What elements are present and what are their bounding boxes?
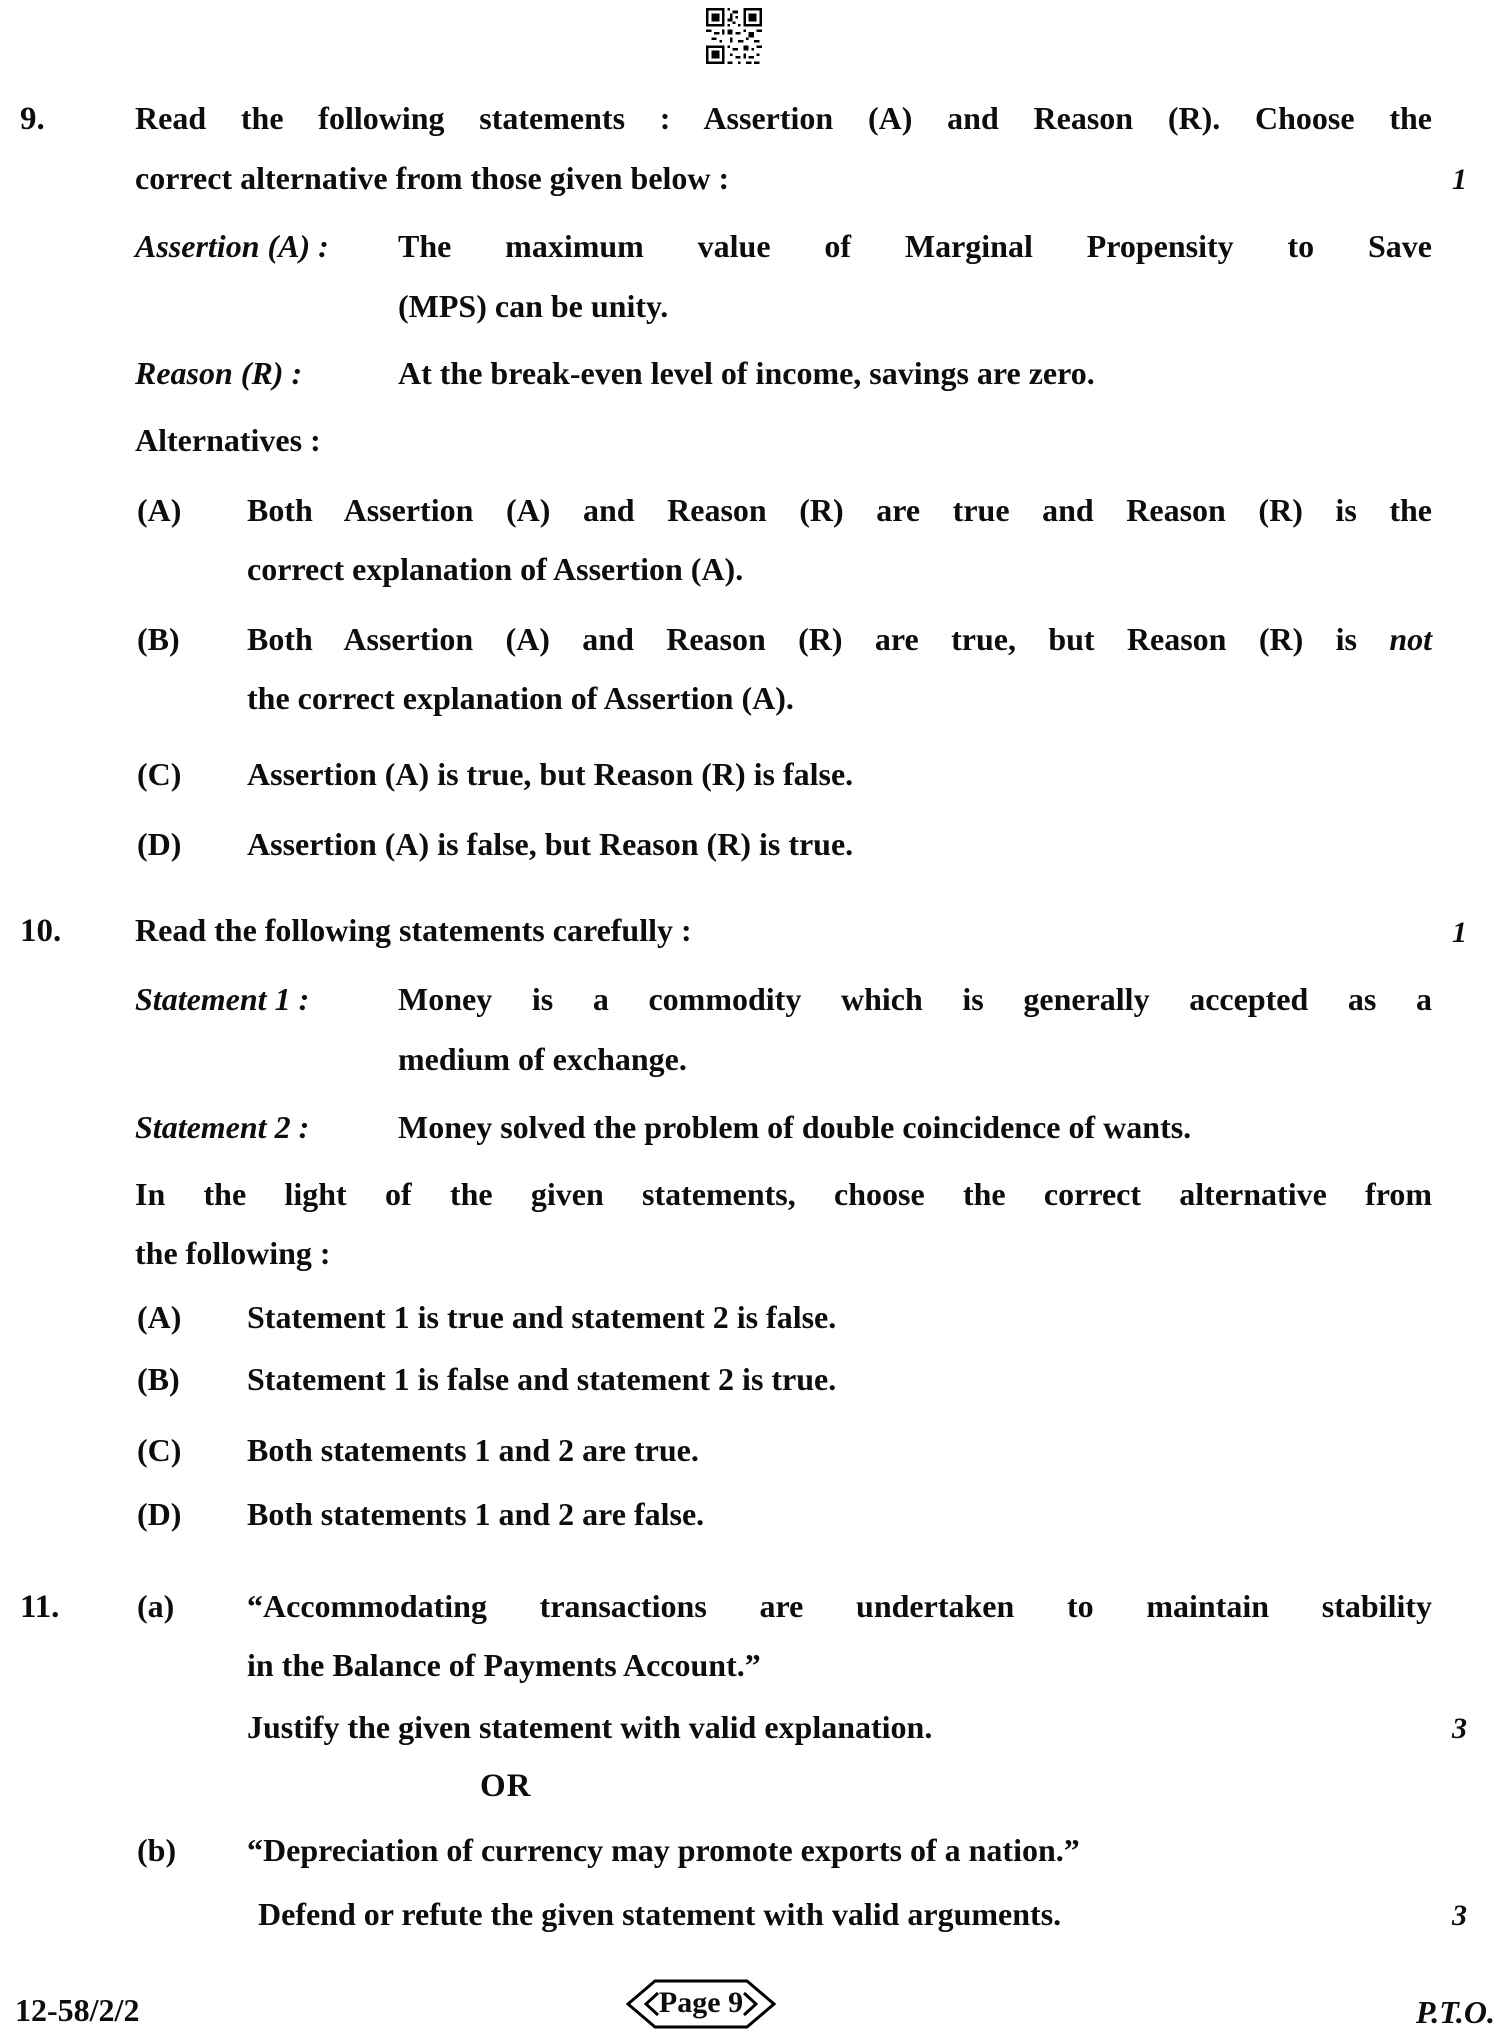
q11-part-b-task: Defend or refute the given statement with valid arguments. — [258, 1896, 1062, 1932]
q9-reason-label: Reason (R) : — [135, 355, 303, 391]
q9-marks: 1 — [1452, 163, 1467, 196]
q9-intro-line2: correct alternative from those given below : — [135, 160, 730, 196]
q11-part-a-task: Justify the given statement with valid explanation. — [247, 1709, 933, 1745]
q10-light-line1: In the light of the given statements, choose the correct alternative from — [135, 1176, 1432, 1212]
q9-alternatives-label: Alternatives : — [135, 422, 321, 458]
q10-light-line2: the following : — [135, 1235, 331, 1271]
q11-part-b-marks: 3 — [1452, 1899, 1467, 1932]
q11-part-a-marks: 3 — [1452, 1712, 1467, 1745]
q11-part-b-quote: “Depreciation of currency may promote exports of a nation.” — [247, 1832, 1080, 1868]
q9-intro-line1: Read the following statements : Assertion (A) and Reason (R). Choose the — [135, 100, 1432, 136]
q9-option-b-line2: the correct explanation of Assertion (A). — [247, 680, 794, 716]
q10-statement2-label: Statement 2 : — [135, 1109, 310, 1145]
q9-option-a-line2: correct explanation of Assertion (A). — [247, 551, 744, 587]
q10-statement2-text: Money solved the problem of double coincidence of wants. — [398, 1109, 1192, 1145]
qr-code-icon — [704, 8, 764, 64]
q10-option-d-letter: (D) — [137, 1496, 182, 1532]
q9-assertion-label: Assertion (A) : — [135, 228, 329, 264]
q9-number: 9. — [20, 101, 45, 137]
page-number-text: Page 9 — [658, 1986, 744, 2019]
q11-part-a-letter: (a) — [137, 1588, 175, 1624]
q9-assertion-line2: (MPS) can be unity. — [398, 288, 669, 324]
q11-number: 11. — [20, 1589, 60, 1625]
q10-intro: Read the following statements carefully : — [135, 912, 692, 948]
q9-option-b-not-emphasis: not — [1389, 621, 1433, 657]
page-number-badge — [625, 1978, 777, 2030]
q9-option-a-letter: (A) — [137, 492, 182, 528]
q9-option-b-line1 — [247, 621, 1432, 659]
q9-option-b-text: Both Assertion (A) and Reason (R) are true, but Reason (R) is — [247, 621, 1357, 657]
q9-option-c-letter: (C) — [137, 756, 182, 792]
q9-option-b-letter: (B) — [137, 621, 180, 657]
q11-or-separator: OR — [480, 1768, 532, 1804]
pto-label: P.T.O. — [1415, 1994, 1495, 2030]
q11-part-b-letter: (b) — [137, 1832, 177, 1868]
q9-option-c-text: Assertion (A) is true, but Reason (R) is false. — [247, 756, 854, 792]
q9-option-d-text: Assertion (A) is false, but Reason (R) is true. — [247, 826, 854, 862]
q9-assertion-line1: The maximum value of Marginal Propensity to Save — [398, 228, 1432, 264]
q9-reason-text: At the break-even level of income, savings are zero. — [398, 355, 1095, 391]
q10-number: 10. — [20, 913, 62, 949]
q10-option-c-text: Both statements 1 and 2 are true. — [247, 1432, 699, 1468]
paper-code: 12-58/2/2 — [15, 1992, 140, 2028]
q10-option-a-letter: (A) — [137, 1299, 182, 1335]
q10-statement1-line1: Money is a commodity which is generally accepted as a — [398, 981, 1432, 1017]
q9-option-d-letter: (D) — [137, 826, 182, 862]
q10-statement1-line2: medium of exchange. — [398, 1041, 687, 1077]
q10-option-b-text: Statement 1 is false and statement 2 is true. — [247, 1361, 837, 1397]
q11-part-a-quote-line2: in the Balance of Payments Account.” — [247, 1647, 761, 1683]
q10-option-a-text: Statement 1 is true and statement 2 is false. — [247, 1299, 837, 1335]
q10-option-c-letter: (C) — [137, 1432, 182, 1468]
q10-marks: 1 — [1452, 916, 1467, 949]
q10-statement1-label: Statement 1 : — [135, 981, 310, 1017]
q10-option-b-letter: (B) — [137, 1361, 180, 1397]
q9-option-a-line1: Both Assertion (A) and Reason (R) are true and Reason (R) is the — [247, 492, 1432, 528]
q11-part-a-quote-line1: “Accommodating transactions are undertaken to maintain stability — [247, 1588, 1432, 1624]
q10-option-d-text: Both statements 1 and 2 are false. — [247, 1496, 705, 1532]
